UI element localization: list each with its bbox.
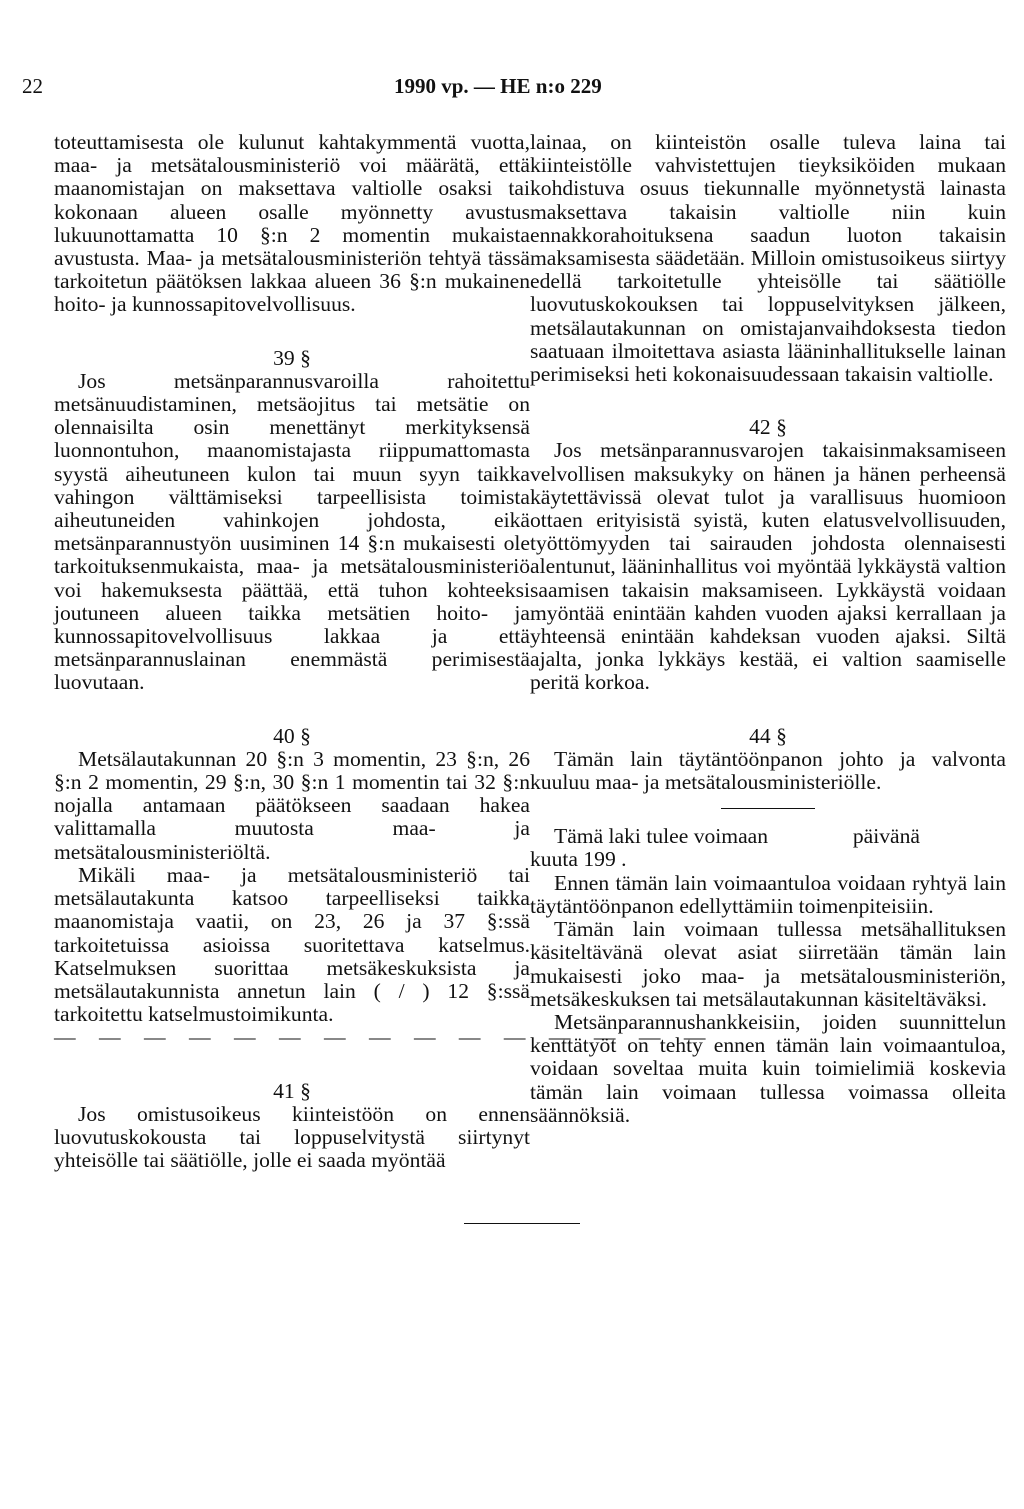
transition-paragraph-2: Tämän lain voimaan tullessa metsähallituksen käsiteltävänä olevat asiat siirretään tämän lain mukaisesti joko maa- ja metsätalousministeriön, metsäkeskuksen tai metsälautakunnan käsiteltäväksi.: [530, 917, 1006, 1011]
section-44-text: Tämän lain täytäntöönpanon johto ja valvonta kuuluu maa- ja metsätalousministeriölle.: [530, 746, 1006, 795]
transition-paragraph-3: Metsänparannushankkeisiin, joiden suunnittelun kenttätyöt on tehty ennen tämän lain voimaantuloa, voidaan soveltaa muita kuin toimielimiä koskevia tämän lain voimaan tullessa voimassa olleita säännöksiä.: [530, 1009, 1006, 1127]
section-40-paragraph-1: Metsälautakunnan 20 §:n 3 momentin, 23 §:n, 26 §:n 2 momentin, 29 §:n, 30 §:n 1 momentin tai 32 §:n nojalla antamaan päätökseen saadaan hakea valittamalla muutosta maa- ja metsätalousministeriöltä.: [54, 746, 530, 864]
running-head: 1990 vp. — HE n:o 229: [394, 74, 602, 98]
section-heading-41: 41 §: [273, 1078, 311, 1103]
entry-into-force-day: päivänä: [852, 824, 920, 849]
section-39-text: Jos metsänparannusvaroilla rahoitettu metsänuudistaminen, metsäojitus tai metsätie on olennaisilta osin menettänyt merkityksensä luonnontuhon, maanomistajasta riippumattomasta syystä aiheutuneen kulon tai muun syyn taikka vahingon välttämiseksi tarpeellisista toimista aiheutuneiden vahinkojen johdosta, eikä metsänparannustyön uusiminen 14 §:n mukaisesti ole tarkoituksenmukaista, maa- ja metsätalousministeriö voi hakemuksesta päättää, että tuhon kohteeksi joutuneen alueen taikka metsätien hoito- ja kunnossapitovelvollisuus lakkaa ja että metsänparannuslainan enemmästä perimisestä luovutaan.: [54, 368, 530, 695]
section-heading-42: 42 §: [749, 415, 787, 440]
entry-into-force-line: [530, 825, 1006, 848]
omission-dashes: — — — — — — — — — — — — — — —: [54, 1025, 715, 1050]
section-41-text: Jos omistusoikeus kiinteistöön on ennen luovutuskokousta tai loppuselvitystä siirtynyt yhteisölle tai säätiölle, jolle ei saada myöntää: [54, 1101, 530, 1173]
paragraph-continuation: toteuttamisesta ole kulunut kahtakymmentä vuotta, maa- ja metsätalousministeriö voi määrätä, että maanomistajan on maksettava valtiolle osaksi tai kokonaan alueen osalle myönnetty avustus lukuunottamatta 10 §:n 2 momentin mukaista avustusta. Maa- ja metsätalousministeriön tehtyä tässä tarkoitetun päätöksen lakkaa alueen 36 §:n mukainen hoito- ja kunnossapitovelvollisuus.: [54, 130, 530, 317]
transition-paragraph-1: Ennen tämän lain voimaantuloa voidaan ryhtyä lain täytäntöönpanon edellyttämiin toimenpiteisiin.: [530, 870, 1006, 918]
end-rule: [464, 1223, 580, 1224]
section-42-text: Jos metsänparannusvarojen takaisinmaksamiseen velvollisen maksukyky on hänen ja hänen perheensä käytettävissä olevat tulot ja varallisuus huomioon ottaen erityisistä syistä, kuten elatusvelvollisuuden, työttömyyden tai sairauden johdosta olennaisesti alentunut, lääninhallitus voi myöntää lykkäystä valtion saamisen takaisin maksamiseen. Lykkäystä voidaan myöntää enintään kahden vuoden ajaksi kerrallaan ja yhteensä enintään kahdeksan vuoden ajaksi. Siltä ajalta, jonka lykkäys kestää, ei valtion saamiselle peritä korkoa.: [530, 438, 1006, 695]
section-heading-40: 40 §: [273, 723, 311, 748]
section-heading-39: 39 §: [273, 345, 311, 370]
page-header: [22, 74, 1002, 104]
paragraph-continuation-right: lainaa, on kiinteistön osalle tuleva laina tai kiinteistölle vahvistettujen tieyksiköiden mukaan kohdistuva osuus tiekunnalle myönnetystä lainasta maksettava takaisin valtiolle niin kuin ennakkorahoituksena saadun luoton takaisin maksamisesta säädetään. Milloin omistusoikeus siirtyy edellä tarkoitetulle yhteisölle tai säätiölle luovutuskokouksen tai loppuselvityksen jälkeen, metsälautakunnan on omistajanvaihdoksesta tiedon saatuaan ilmoitettava asiasta lääninhallitukselle lainan perimiseksi heti kokonaisuudessaan takaisin valtiolle.: [530, 130, 1006, 387]
section-heading-44: 44 §: [749, 723, 787, 748]
entry-into-force-month: kuuta 199 .: [530, 847, 627, 872]
page-number: 22: [22, 74, 43, 98]
section-40-paragraph-2: Mikäli maa- ja metsätalousministeriö tai metsälautakunta katsoo tarpeelliseksi taikka maanomistaja vaatii, on 23, 26 ja 37 §:ssä tarkoitetuissa asioissa suoritettava katselmus. Katselmuksen suorittaa metsäkeskuksista ja metsälautakunnista annetun lain ( / ) 12 §:ssä tarkoitettu katselmustoimikunta.: [54, 862, 530, 1027]
right-column: [530, 131, 1006, 1127]
section-divider: [721, 808, 815, 809]
entry-into-force-text: Tämä laki tulee voimaan: [554, 824, 769, 849]
